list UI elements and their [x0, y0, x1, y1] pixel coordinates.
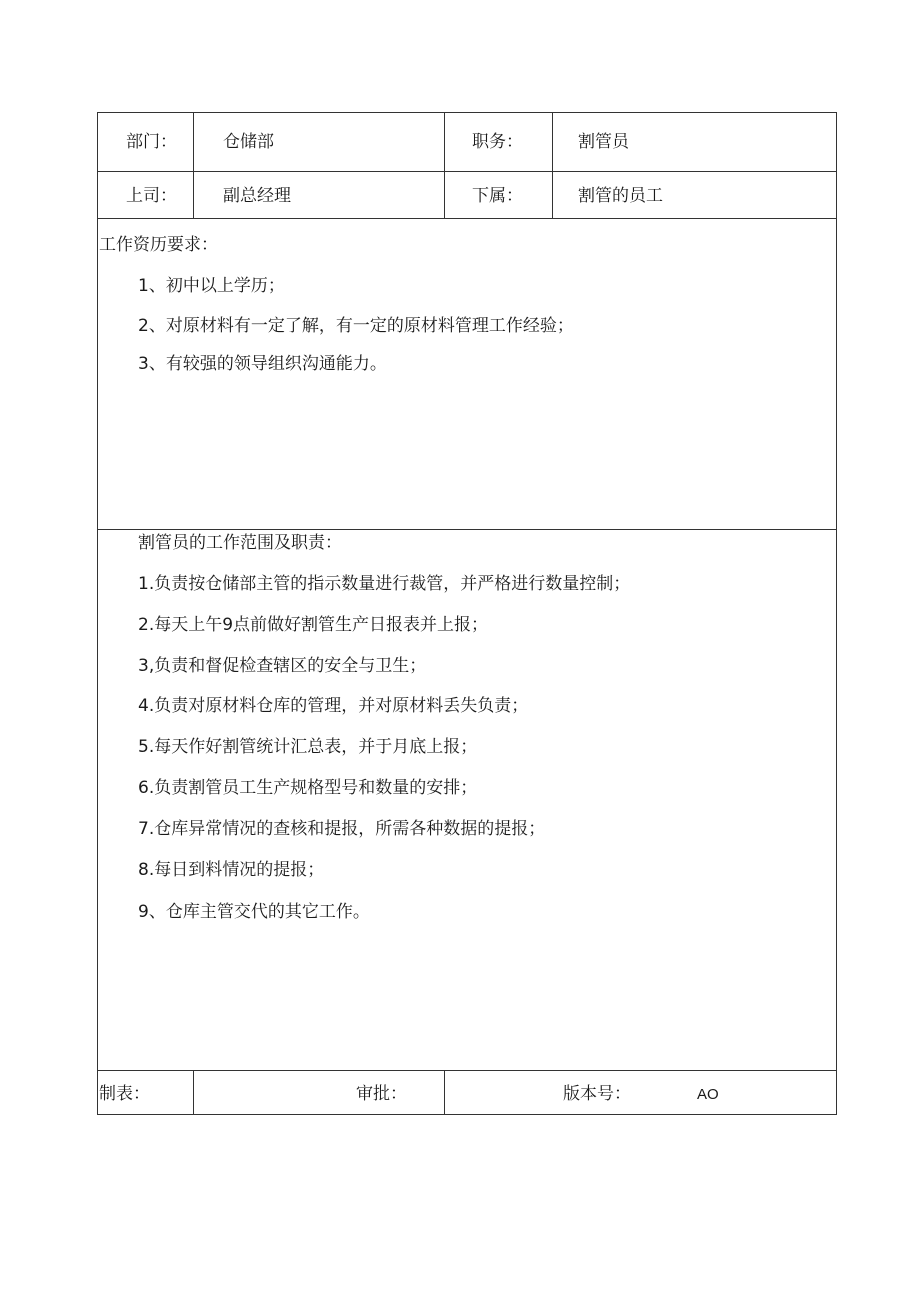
- made-by-label: 制表：: [99, 1084, 150, 1104]
- version-value: AO: [697, 1086, 719, 1103]
- row-divider: [98, 529, 836, 530]
- subordinate-label: 下属：: [472, 186, 523, 206]
- column-divider: [193, 1070, 194, 1115]
- superior-value: 副总经理: [223, 186, 291, 206]
- requirement-item: 2、对原材料有一定了解，有一定的原材料管理工作经验；: [138, 316, 574, 336]
- duties-title: 割管员的工作范围及职责：: [138, 533, 342, 553]
- column-divider: [552, 113, 553, 218]
- duty-item: 3,负责和督促检查辖区的安全与卫生；: [138, 656, 427, 676]
- requirements-title: 工作资历要求：: [99, 235, 218, 255]
- position-label: 职务：: [472, 132, 523, 152]
- column-divider: [444, 1070, 445, 1115]
- version-label: 版本号：: [563, 1084, 631, 1104]
- row-divider: [98, 218, 836, 219]
- duty-item: 1.负责按仓储部主管的指示数量进行裁管，并严格进行数量控制；: [138, 574, 631, 594]
- duty-item: 4.负责对原材料仓库的管理，并对原材料丢失负责；: [138, 696, 529, 716]
- duty-item: 7.仓库异常情况的查核和提报，所需各种数据的提报；: [138, 819, 546, 839]
- requirement-item: 3、有较强的领导组织沟通能力。: [138, 354, 387, 374]
- department-value: 仓储部: [223, 132, 274, 152]
- duty-item: 2.每天上午9点前做好割管生产日报表并上报；: [138, 615, 489, 635]
- requirement-item: 1、初中以上学历；: [138, 276, 285, 296]
- superior-label: 上司：: [126, 186, 177, 206]
- duty-item: 8.每日到料情况的提报；: [138, 860, 325, 880]
- row-divider: [98, 171, 836, 172]
- column-divider: [193, 113, 194, 218]
- subordinate-value: 割管的员工: [578, 186, 663, 206]
- position-value: 割管员: [578, 132, 629, 152]
- row-divider: [98, 1070, 836, 1071]
- duty-item: 6.负责割管员工生产规格型号和数量的安排；: [138, 778, 478, 798]
- duty-item: 5.每天作好割管统计汇总表，并于月底上报；: [138, 737, 478, 757]
- approval-label: 审批：: [356, 1084, 407, 1104]
- job-description-form: [97, 112, 837, 1115]
- department-label: 部门：: [126, 132, 177, 152]
- column-divider: [444, 113, 445, 218]
- duty-item: 9、仓库主管交代的其它工作。: [138, 902, 370, 922]
